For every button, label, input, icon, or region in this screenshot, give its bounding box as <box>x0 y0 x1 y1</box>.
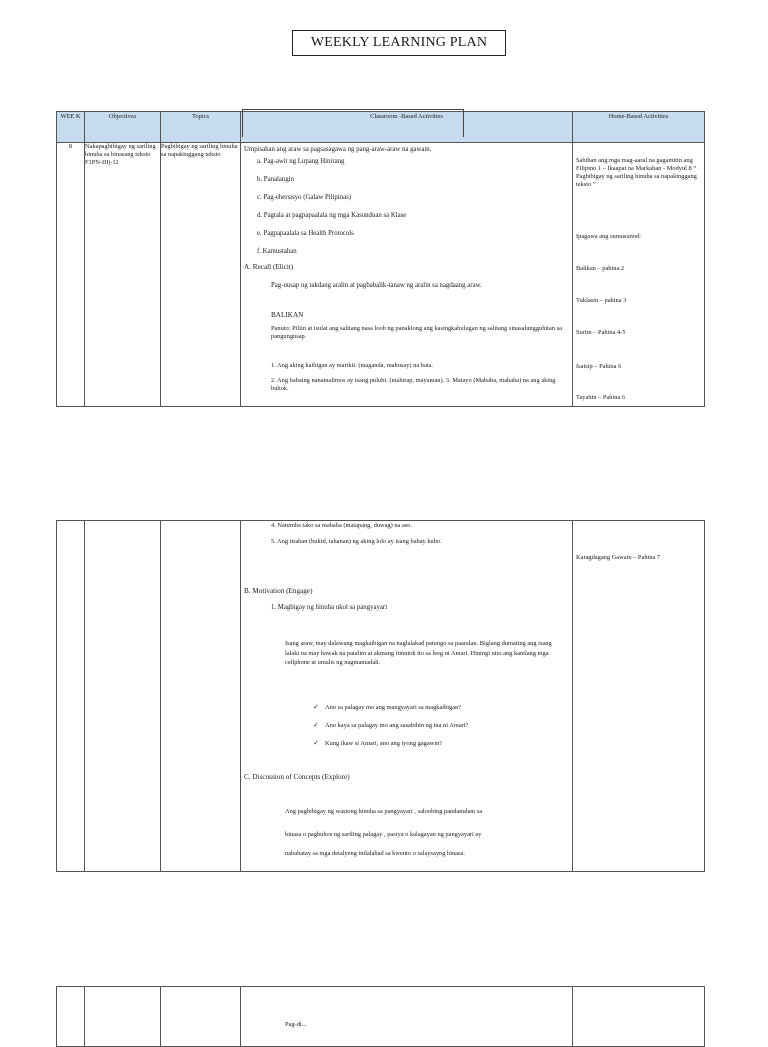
header-home: Home-Based Activities <box>573 112 705 143</box>
section-a-heading: A. Recall (Elicit) <box>244 263 294 271</box>
exercise-item: 2. Ang babaing nanamalimos ay isang pulubi. (mahirap, mayaman). 3. Matayo (Mababa, mahaba) na ang aking buhok. <box>271 377 556 392</box>
home-instructions: Sabihan ang mga mag-aaral na gagamitin ang Filipino 1 – Ikaapat na Markahan - Modyul 8 “ Pagbibigay ng sariling hinuha sa napakinggang teksto ” <box>576 157 697 188</box>
concept-line: nababatay sa mga detalyeng inilalahad sa kwento o salaysayng binasa. <box>285 850 465 857</box>
panuto-text: Panuto: Piliin at isulat ang salitang nasa loob ng panaklong ang kasingkahulugan ng salitang sinasalungguhitan sa pangungusap. <box>271 325 562 340</box>
question-item <box>313 721 468 730</box>
home-item: Karagdagang Gawain – Pahina 7 <box>576 554 661 561</box>
question-text: Ano sa palagay mo ang mangyayari sa magkaibigan? <box>325 704 462 711</box>
question-text: Ano kaya sa palagay mo ang sasabihin ng ina ni Amari? <box>325 722 469 729</box>
motivation-item: 1. Magbigay ng hinuha ukol sa pangyayari <box>271 604 388 611</box>
routine-item: c. Pag-ehersisyo (Galaw Pilipinas) <box>257 194 352 201</box>
topics-cell <box>161 987 241 1047</box>
concept-line: Ang pagbibigay ng wastong hinuha sa pangyayari , saloobing pandamdam sa <box>285 808 483 815</box>
header-classroom: Classroom -Based Activities <box>241 112 573 143</box>
header-week: WEE K <box>57 112 85 143</box>
table-row <box>57 987 705 1047</box>
table-row <box>57 143 705 407</box>
table-header-row <box>57 112 705 143</box>
check-icon <box>313 740 325 747</box>
document-title: WEEKLY LEARNING PLAN <box>292 30 506 56</box>
routine-item: a. Pag-awit ng Lupang Hinirang <box>257 158 345 165</box>
routine-item: f. Kamustahan <box>257 248 297 255</box>
story-text: Isang araw, may dalawang magkaibigan na naglalakad patungo sa paaralan. Biglang dumating ang isang lalaki na may hawak na patalim at akmang itinutok ito sa leeg ni Amari. Hiningi nito ang kanilang mga cellphone at umalis ng nagmamadali. <box>285 640 552 666</box>
objectives-cell: Nakapagbibigay ng sariling hinuha sa binasang teksto F1PN-IIIj-12 <box>85 143 161 407</box>
home-item: Isaisip – Pahina 6 <box>576 363 622 370</box>
routine-item: e. Pagpapaalala sa Health Protocols <box>257 230 354 237</box>
exercise-item: 1. Ang aking kaibigan ay marikit. (maganda, mahusay) na bata. <box>271 362 434 369</box>
classroom-activities-cell <box>241 143 573 407</box>
table-row <box>57 521 705 872</box>
topics-cell <box>161 521 241 872</box>
plan-table-page3 <box>56 986 705 1047</box>
question-item <box>313 703 461 712</box>
week-cell <box>57 987 85 1047</box>
recall-text: Pag-uusap ng takdang aralin at pagbabalik-tanaw ng aralin sa nagdaang araw. <box>271 282 482 289</box>
home-item: Balikan – pahina 2 <box>576 265 625 272</box>
exercise-item: 5. Ang tirahan (bukid, tahanan) ng aking lolo ay isang bahay kubo. <box>271 538 442 545</box>
classroom-activities-cell <box>241 521 573 872</box>
section-c-heading: C. Discussion of Concepts (Explore) <box>244 773 350 781</box>
home-item: Tayahin – Pahina 6 <box>576 394 626 401</box>
home-activities-cell <box>573 521 705 872</box>
intro-text: Umpisahan ang araw sa pagsasagawa ng pang-araw-araw na gawain. <box>244 146 432 153</box>
home-activities-cell <box>573 987 705 1047</box>
question-text: Kung ikaw si Amari, ano ang iyong gagawin? <box>325 740 443 747</box>
home-item: Suriin – Pahina 4-5 <box>576 329 626 336</box>
question-item <box>313 739 442 748</box>
routine-item: b. Panalangin <box>257 176 294 183</box>
routine-item: d. Pagtala at pagpapaalala ng mga Kasunduan sa Klase <box>257 212 407 219</box>
home-item: Ipagawa ang sumusunod: <box>576 233 641 240</box>
week-cell: 8 <box>57 143 85 407</box>
plan-table-page1 <box>56 111 705 407</box>
header-topics: Topics <box>161 112 241 143</box>
exercise-item: 4. Natumba tako sa mababa (matapang, duwag) na aso. <box>271 522 413 529</box>
check-icon <box>313 704 325 711</box>
week-cell <box>57 521 85 872</box>
plan-table-page2 <box>56 520 705 872</box>
topics-cell: Pagbibigay ng sariling hinuha sa napakinggang teksto <box>161 143 241 407</box>
balikan-heading: BALIKAN <box>271 311 304 319</box>
section-b-heading: B. Motivation (Engage) <box>244 587 313 595</box>
objectives-cell <box>85 987 161 1047</box>
objectives-cell <box>85 521 161 872</box>
home-item: Tuklasin – pahina 3 <box>576 297 627 304</box>
concept-line: binasa o pagbuhos ng sariling palagay , pasiya o kalagayan ng pangyayari ay <box>285 831 482 838</box>
header-objectives: Objectives <box>85 112 161 143</box>
partial-text: Pag-di... <box>285 1021 307 1028</box>
check-icon <box>313 722 325 729</box>
classroom-activities-cell <box>241 987 573 1047</box>
home-activities-cell <box>573 143 705 407</box>
